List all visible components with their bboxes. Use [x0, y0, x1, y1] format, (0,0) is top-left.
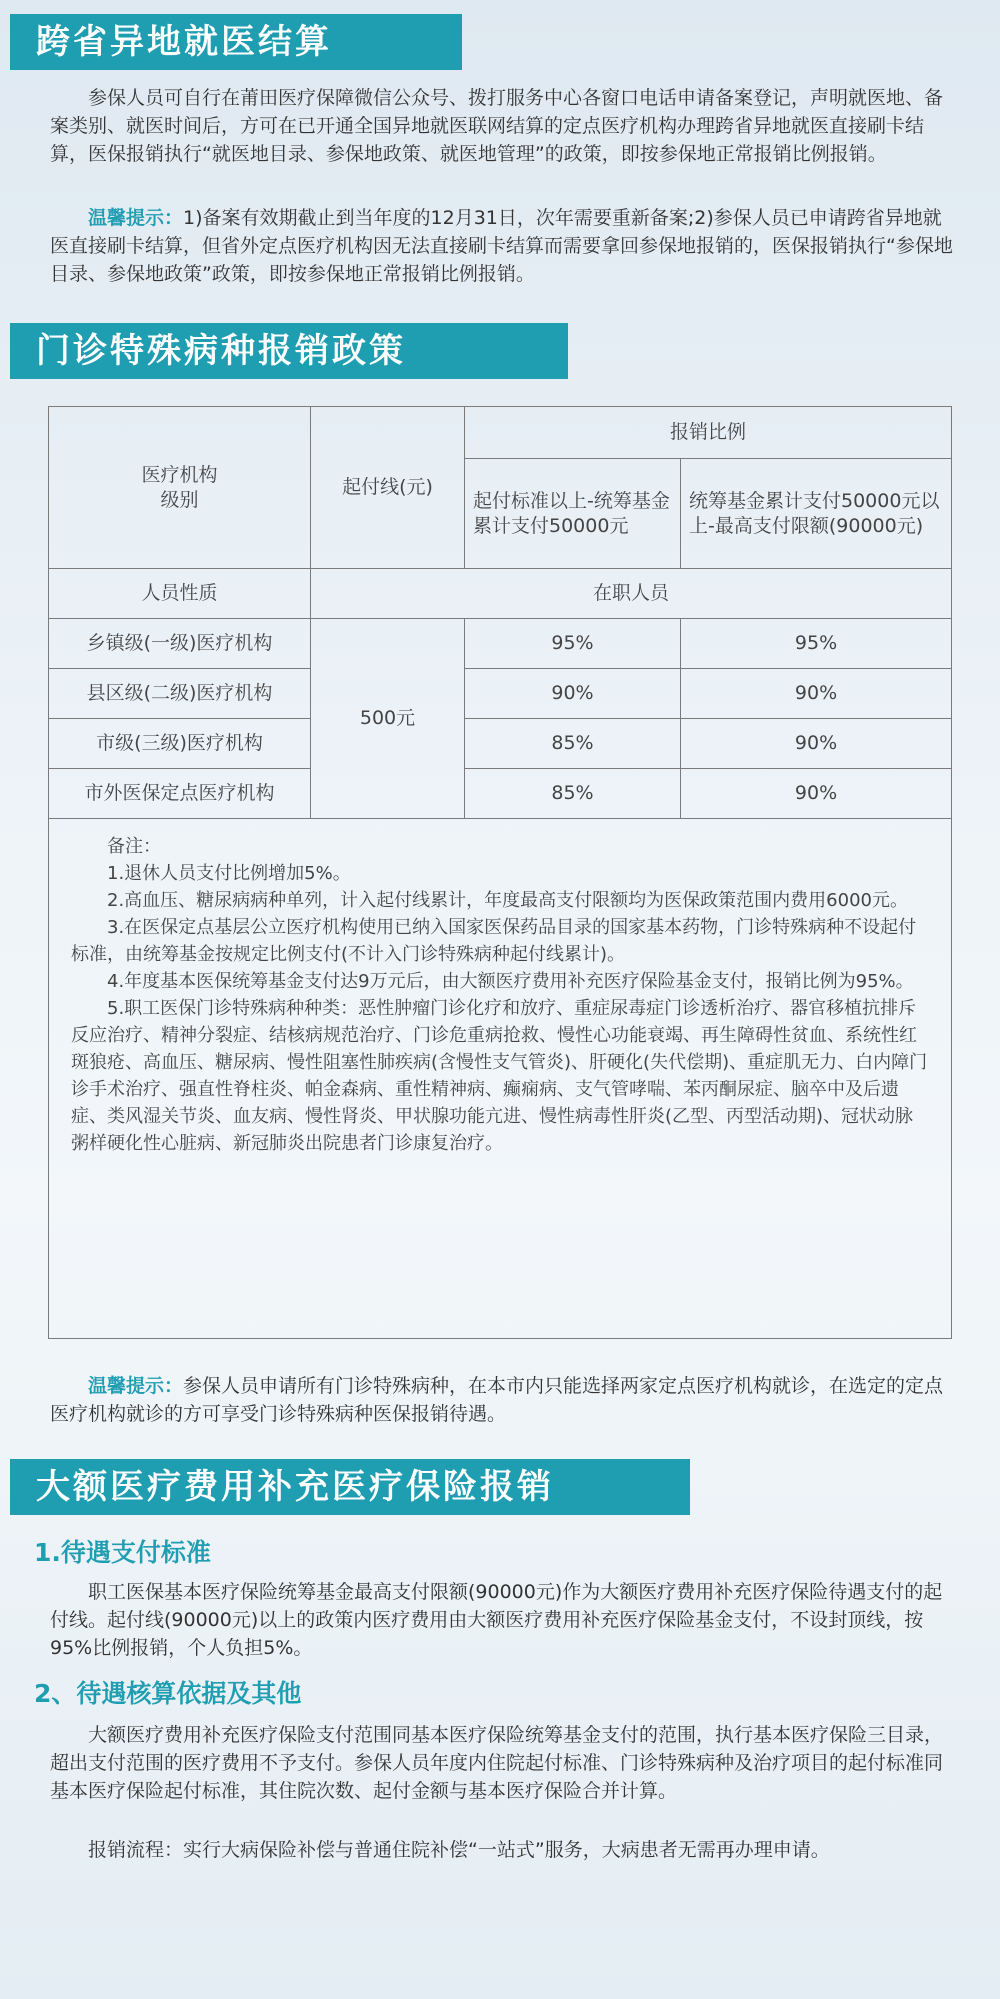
- note-item: 5.职工医保门诊特殊病种种类：恶性肿瘤门诊化疗和放疗、重症尿毒症门诊透析治疗、器官移植抗排斥反应治疗、精神分裂症、结核病规范治疗、门诊危重病抢救、慢性心功能衰竭、再生障碍性贫血、系统性红斑狼疮、高血压、糖尿病、慢性阻塞性肺疾病(含慢性支气管炎)、肝硬化(失代偿期)、重症肌无力、白内障门诊手术治疗、强直性脊柱炎、帕金森病、重性精神病、癫痫病、支气管哮喘、苯丙酮尿症、脑卒中及后遗症、类风湿关节炎、血友病、慢性肾炎、甲状腺功能亢进、慢性病毒性肝炎(乙型、丙型活动期)、冠状动脉粥样硬化性心脏病、新冠肺炎出院患者门诊康复治疗。: [71, 998, 928, 1154]
- header-ratio-col2: 统筹基金累计支付50000元以上-最高支付限额(90000元): [681, 459, 952, 569]
- payment-standard-body: 职工医保基本医疗保险统筹基金最高支付限额(90000元)作为大额医疗费用补充医疗保险待遇支付的起付线。起付线(90000元)以上的政策内医疗费用由大额医疗费用补充医疗保险基金支付，不设封顶线，按95%比例报销，个人负担5%。: [50, 1581, 943, 1659]
- subhead-accounting-basis: 2、待遇核算依据及其他: [34, 1679, 302, 1708]
- cross-province-body: 参保人员可自行在莆田医疗保障微信公众号、拨打服务中心各窗口电话申请备案登记，声明就医地、备案类别、就医时间后，方可在已开通全国异地就医联网结算的定点医疗机构办理跨省异地就医直接刷卡结算，医保报销执行“就医地目录、参保地政策、就医地管理”的政策，即按参保地正常报销比例报销。: [50, 87, 944, 165]
- reimbursement-flow: 报销流程：实行大病保险补偿与普通住院补偿“一站式”服务，大病患者无需再办理申请。: [88, 1839, 830, 1861]
- section-banner-supplementary: 大额医疗费用补充医疗保险报销: [10, 1459, 690, 1515]
- row-ratio-col1: 95%: [465, 619, 681, 669]
- tip-text: 参保人员申请所有门诊特殊病种，在本市内只能选择两家定点医疗机构就诊，在选定的定点医疗机构就诊的方可享受门诊特殊病种医保报销待遇。: [50, 1375, 944, 1425]
- outpatient-tip: [50, 1372, 950, 1428]
- row-ratio-col2: 95%: [681, 619, 952, 669]
- threshold-value: 500元: [311, 619, 465, 819]
- cross-province-tip: [50, 204, 960, 288]
- note-item: 2.高血压、糖尿病病种单列，计入起付线累计，年度最高支付限额均为医保政策范围内费用6000元。: [107, 890, 908, 911]
- table-row: [49, 619, 952, 669]
- row-ratio-col1: 85%: [465, 719, 681, 769]
- outpatient-policy-table: [48, 406, 952, 1339]
- row-ratio-col1: 90%: [465, 669, 681, 719]
- header-institution: 医疗机构 级别: [49, 407, 311, 569]
- row-institution: 市外医保定点医疗机构: [49, 769, 311, 819]
- row-institution: 市级(三级)医疗机构: [49, 719, 311, 769]
- note-item: 3.在医保定点基层公立医疗机构使用已纳入国家医保药品目录的国家基本药物，门诊特殊病种不设起付标准，由统筹基金按规定比例支付(不计入门诊特殊病种起付线累计)。: [71, 917, 917, 965]
- accounting-basis-body: 大额医疗费用补充医疗保险支付范围同基本医疗保险统筹基金支付的范围，执行基本医疗保险三目录，超出支付范围的医疗费用不予支付。参保人员年度内住院起付标准、门诊特殊病种及治疗项目的起付标准同基本医疗保险起付标准，其住院次数、起付金额与基本医疗保险合并计算。: [50, 1724, 944, 1802]
- row-institution: 乡镇级(一级)医疗机构: [49, 619, 311, 669]
- row-institution: 县区级(二级)医疗机构: [49, 669, 311, 719]
- table-row: [49, 769, 952, 819]
- note-item: 4.年度基本医保统筹基金支付达9万元后，由大额医疗费用补充医疗保险基金支付，报销比例为95%。: [107, 971, 914, 992]
- row-ratio-col2: 90%: [681, 719, 952, 769]
- row-ratio-col1: 85%: [465, 769, 681, 819]
- table-notes: [49, 819, 952, 1339]
- note-item: 1.退休人员支付比例增加5%。: [107, 863, 351, 884]
- tip-text: 1)备案有效期截止到当年度的12月31日，次年需要重新备案;2)参保人员已申请跨省异地就医直接刷卡结算，但省外定点医疗机构因无法直接刷卡结算而需要拿回参保地报销的，医保报销执行“参保地目录、参保地政策”政策，即按参保地正常报销比例报销。: [50, 207, 953, 285]
- tip-label: 温馨提示：: [88, 1375, 184, 1397]
- notes-title: 备注：: [107, 836, 161, 857]
- section-banner-outpatient-special: 门诊特殊病种报销政策: [10, 323, 568, 379]
- personnel-label: 人员性质: [49, 569, 311, 619]
- row-ratio-col2: 90%: [681, 669, 952, 719]
- personnel-value: 在职人员: [311, 569, 952, 619]
- subhead-payment-standard: 1.待遇支付标准: [34, 1538, 211, 1567]
- section-banner-cross-province: 跨省异地就医结算: [10, 14, 462, 70]
- row-ratio-col2: 90%: [681, 769, 952, 819]
- table-row: [49, 719, 952, 769]
- header-ratio-col1: 起付标准以上-统筹基金累计支付50000元: [465, 459, 681, 569]
- table-row: [49, 669, 952, 719]
- tip-label: 温馨提示：: [88, 207, 184, 229]
- header-ratio: 报销比例: [465, 407, 952, 459]
- header-threshold: 起付线(元): [311, 407, 465, 569]
